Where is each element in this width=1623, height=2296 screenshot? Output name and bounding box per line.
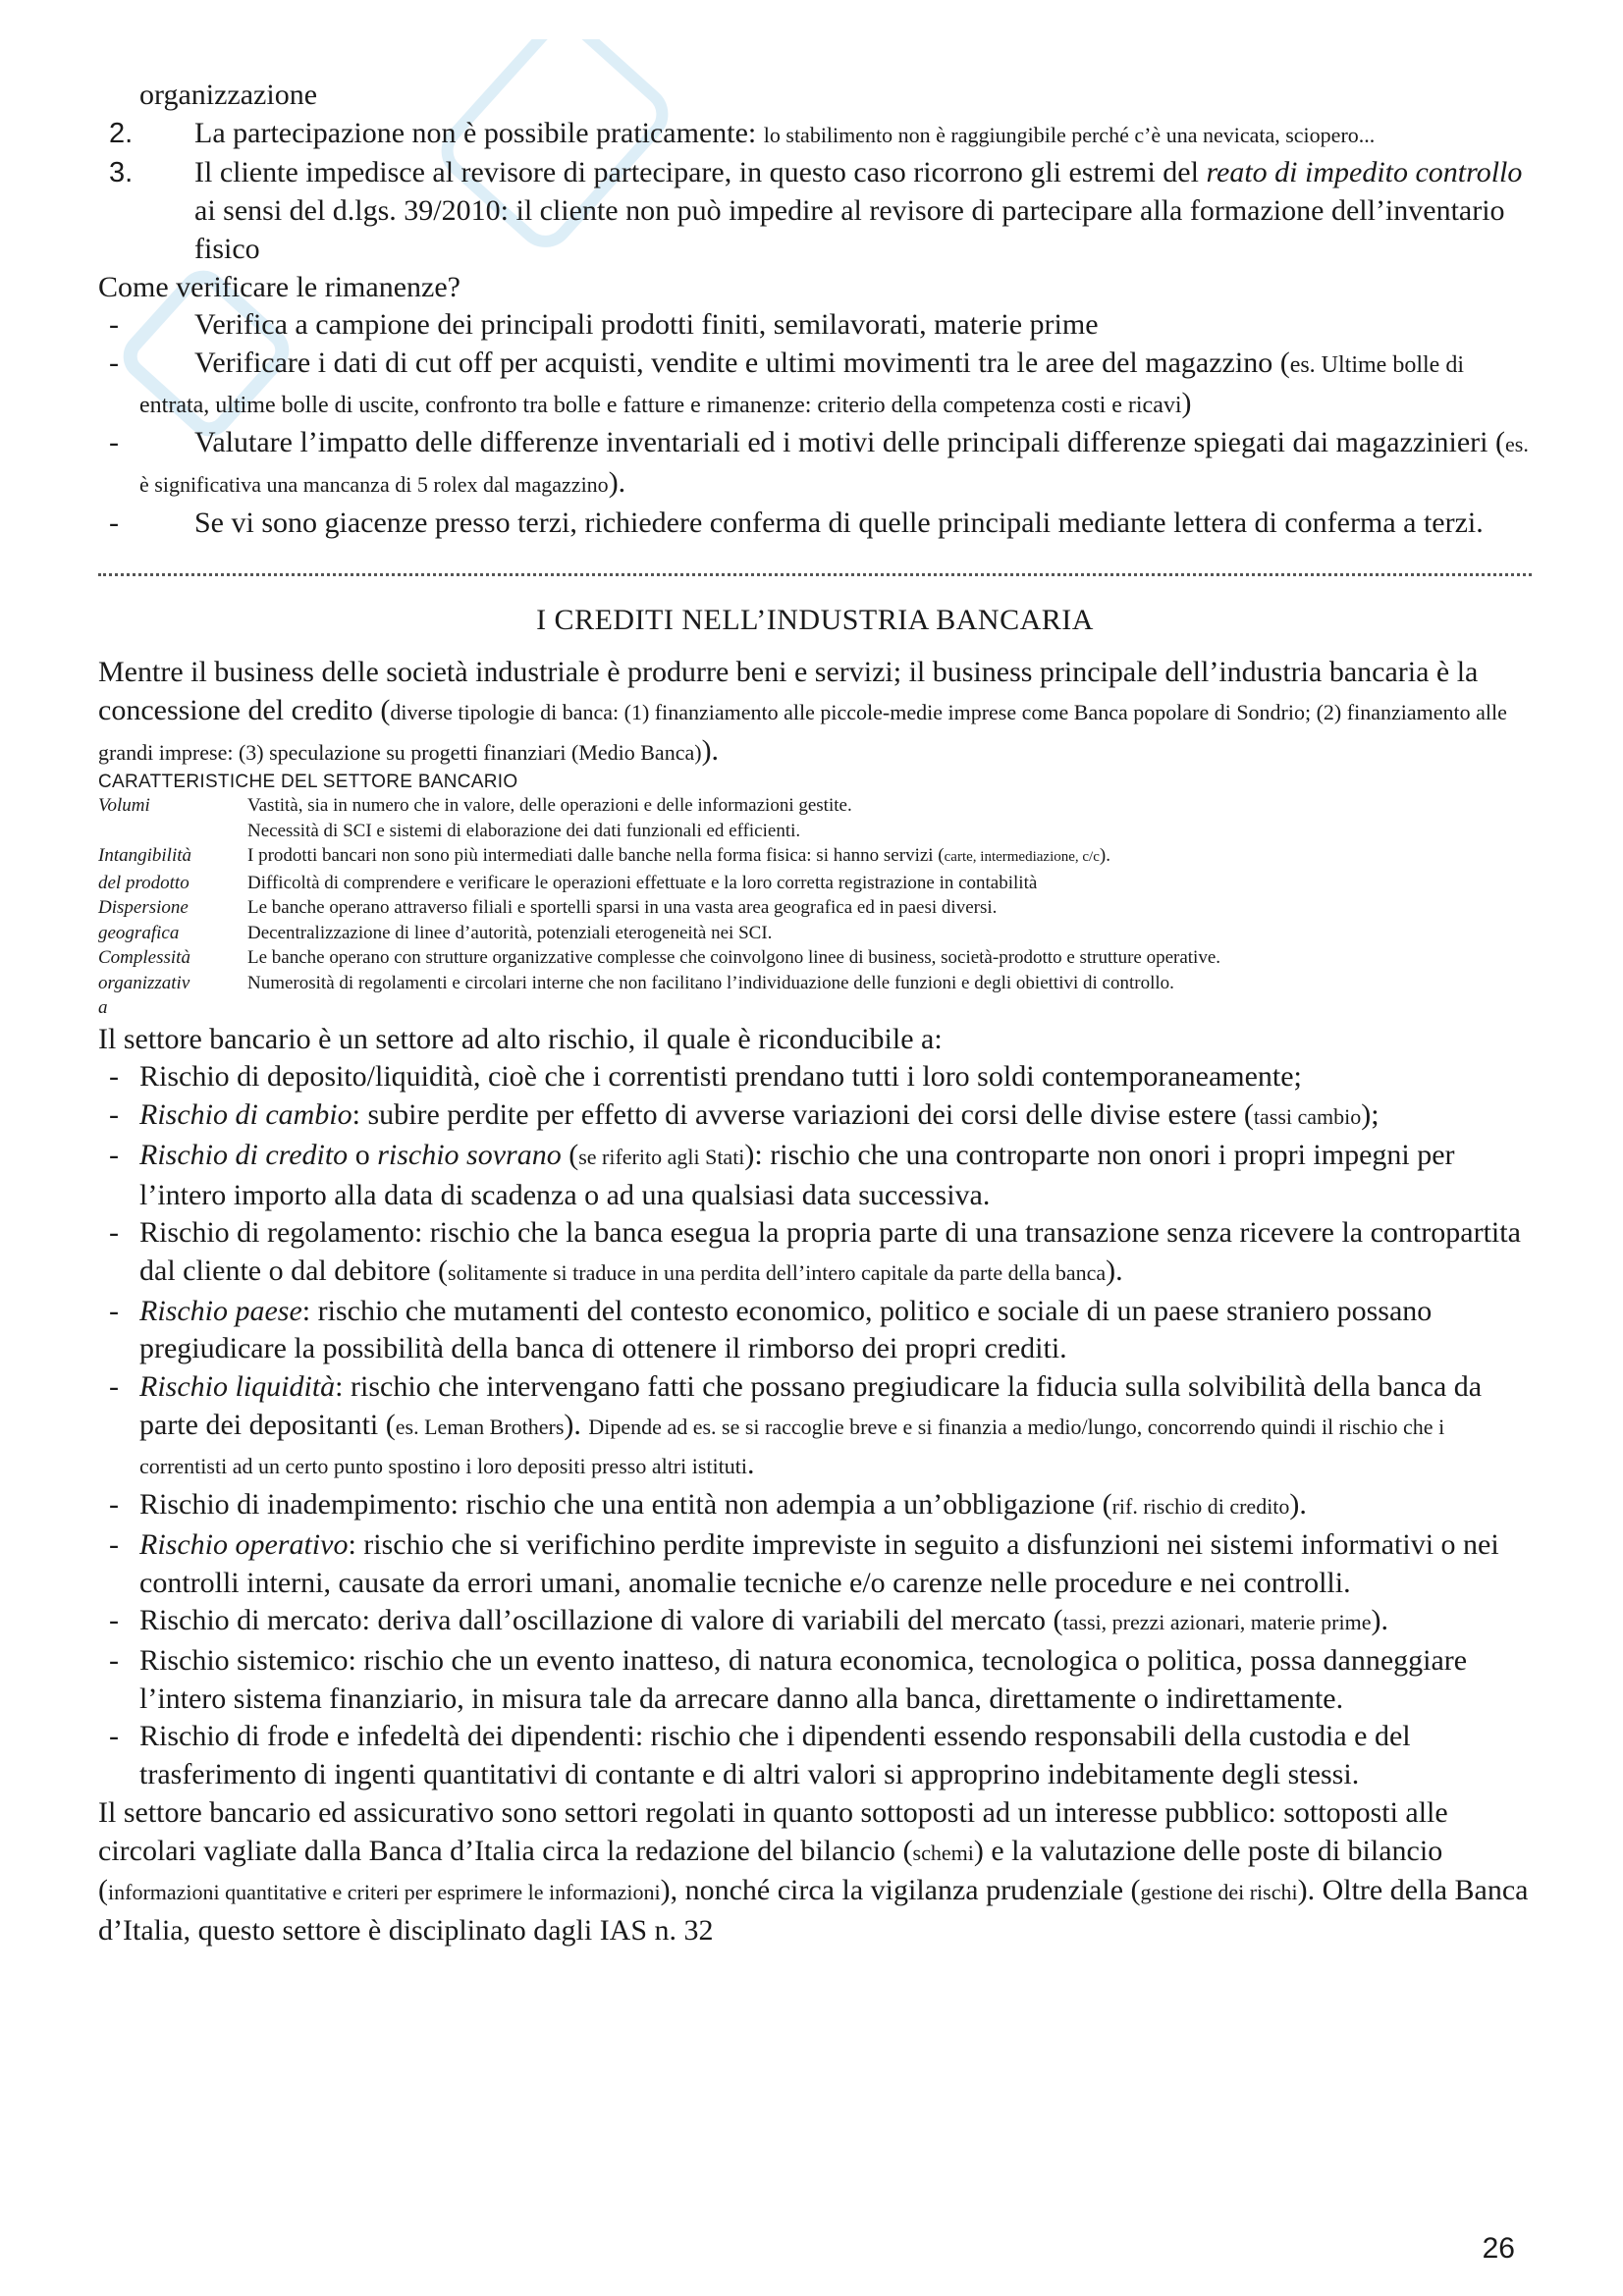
section-title: I CREDITI NELL’INDUSTRIA BANCARIA bbox=[536, 604, 1094, 637]
risk-list bbox=[98, 1058, 1532, 1793]
table-row: a bbox=[98, 997, 108, 1019]
closing-paragraph: Il settore bancario ed assicurativo sono settori regolati in quanto sottoposti ad un interesse pubblico: sottoposti alle circolari vagliate dalla Banca d’Italia circa la redazione del bilancio (schemi) e la valutazione delle poste di bilancio (informazioni quantitative e criteri per esprimere le informazioni), nonché circa la vigilanza prudenziale (gestione dei rischi). Oltre della Banca d’Italia, questo settore è disciplinato dagli IAS n. 32 bbox=[98, 1795, 1529, 1947]
numbered-item bbox=[98, 115, 1532, 155]
page-number: 26 bbox=[1482, 2232, 1515, 2265]
risk-intro: Il settore bancario è un settore ad alto rischio, il quale è riconducibile a: bbox=[98, 1022, 943, 1055]
intro-paragraph: Mentre il business delle società industriale è produrre beni e servizi; il business principale dell’industria bancaria è la concessione del credito (diverse tipologie di banca: (1) finanziamento alle piccole-medie imprese come Banca popolare di Sondrio; (2) finanziamento alle grandi imprese: (3) speculazione su progetti finanziari (Medio Banca)). bbox=[98, 656, 1507, 767]
table-row: organizzativ Numerosità di regolamenti e circolari interne che non facilitano l’individuazione delle funzioni e degli obiettivi di controllo. bbox=[98, 972, 1174, 993]
list-item: - Rischio di deposito/liquidità, cioè che i correntisti prendano tutti i loro soldi contemporaneamente; bbox=[109, 1060, 1302, 1094]
table-row: Necessità di SCI e sistemi di elaborazione dei dati funzionali ed efficienti. bbox=[247, 820, 801, 841]
list-item: - Rischio paese: rischio che mutamenti del contesto economico, politico e sociale di un paese straniero possano pregiudicare la possibilità della banca di ottenere il rimborso dei propri crediti. bbox=[109, 1294, 1433, 1365]
item-text: La partecipazione non è possibile praticamente: lo stabilimento non è raggiungibile perché c’è una nevicata, sciopero... bbox=[194, 116, 1376, 149]
list-item: - Valutare l’impatto delle differenze inventariali ed i motivi delle principali differenze spiegati dai magazzinieri (es. è significativa una mancanza di 5 rolex dal magazzino). bbox=[109, 426, 1529, 500]
list-item: - Rischio di mercato: deriva dall’oscillazione di valore di variabili del mercato (tassi, prezzi azionari, materie prime). bbox=[109, 1604, 1388, 1637]
page-content bbox=[98, 77, 1532, 1950]
characteristics-table bbox=[98, 793, 1524, 1021]
list-item: - Rischio operativo: rischio che si verifichino perdite impreviste in seguito a disfunzioni nei sistemi informativi o nei controlli interni, causate da errori umani, anomalie tecniche e/o carenze nelle procedure e nei controlli. bbox=[109, 1527, 1499, 1599]
dotted-separator bbox=[98, 573, 1532, 576]
rimanenze-list bbox=[98, 306, 1532, 542]
rimanenze-question: Come verificare le rimanenze? bbox=[98, 270, 460, 303]
table-row: Intangibilità I prodotti bancari non sono più intermediati dalle banche nella forma fisica: si hanno servizi (carte, intermediazione, c/c). bbox=[98, 845, 1110, 867]
table-row: Dispersione Le banche operano attraverso filiali e sportelli sparsi in una vasta area geografica ed in paesi diversi. bbox=[98, 897, 998, 919]
list-item: - Rischio di inadempimento: rischio che una entità non adempia a un’obbligazione (rif. rischio di credito). bbox=[109, 1488, 1307, 1522]
list-item: - Rischio di cambio: subire perdite per effetto di avverse variazioni dei corsi delle divise estere (tassi cambio); bbox=[109, 1098, 1380, 1132]
item-number: 2. bbox=[109, 117, 134, 149]
list-item: - Verificare i dati di cut off per acquisti, vendite e ultimi movimenti tra le aree del magazzino (es. Ultime bolle di entrata, ultime bolle di uscite, confronto tra bolle e fatture e rimanenze: criterio della competenza costi e ricavi) bbox=[109, 346, 1464, 419]
item-number: 3. bbox=[109, 157, 134, 189]
list-item: - Rischio sistemico: rischio che un evento inatteso, di natura economica, tecnologica o politica, possa danneggiare l’intero sistema finanziario, in misura tale da arrecare danno alla banca, direttamente o indirettamente. bbox=[109, 1644, 1468, 1715]
list-item: - Rischio di regolamento: rischio che la banca esegua la propria parte di una transazione senza ricevere la contropartita dal cliente o dal debitore (solitamente si traduce in una perdita dell’intero capitale da parte della banca). bbox=[109, 1216, 1521, 1287]
numbered-item bbox=[98, 154, 1532, 268]
table-row: Complessità Le banche operano con strutture organizzative complesse che coinvolgono linee di business, società-prodotto e strutture operative. bbox=[98, 947, 1221, 969]
continuation-text: organizzazione bbox=[139, 79, 318, 111]
table-row: Volumi Vastità, sia in numero che in valore, delle operazioni e delle informazioni gestite. bbox=[98, 795, 852, 817]
list-item: - Se vi sono giacenze presso terzi, richiedere conferma di quelle principali mediante lettera di conferma a terzi. bbox=[109, 506, 1484, 539]
list-item: - Rischio di credito o rischio sovrano (se riferito agli Stati): rischio che una controparte non onori i propri impegni per l’intero importo alla data di scadenza o ad una qualsiasi data successiva. bbox=[109, 1138, 1455, 1211]
list-item: - Rischio di frode e infedeltà dei dipendenti: rischio che i dipendenti essendo responsabili della custodia e del trasferimento di ingenti quantitativi di contante e di altri valori si approprino indebitamente degli stessi. bbox=[109, 1720, 1411, 1791]
table-title: CARATTERISTICHE DEL SETTORE BANCARIO bbox=[98, 772, 518, 793]
table-row: geografica Decentralizzazione di linee d’autorità, potenziali eterogeneità nei SCI. bbox=[98, 922, 773, 943]
list-item: - Rischio liquidità: rischio che intervengano fatti che possano pregiudicare la fiducia sulla solvibilità della banca da parte dei depositanti (es. Leman Brothers). Dipende ad es. se si raccoglie breve e si finanzia a medio/lungo, concorrendo quindi il rischio che i correntisti ad un certo punto spostino i loro depositi presso altri istituti. bbox=[109, 1370, 1483, 1481]
item-text: Il cliente impedisce al revisore di partecipare, in questo caso ricorrono gli estremi del reato di impedito controllo ai sensi del d.lgs. 39/2010: il cliente non può impedire al revisore di partecipare alla formazione dell’inventario fisico bbox=[194, 156, 1523, 265]
table-row: del prodotto Difficoltà di comprendere e verificare le operazioni effettuate e la loro corretta registrazione in contabilità bbox=[98, 872, 1038, 893]
list-item: - Verifica a campione dei principali prodotti finiti, semilavorati, materie prime bbox=[109, 308, 1099, 342]
